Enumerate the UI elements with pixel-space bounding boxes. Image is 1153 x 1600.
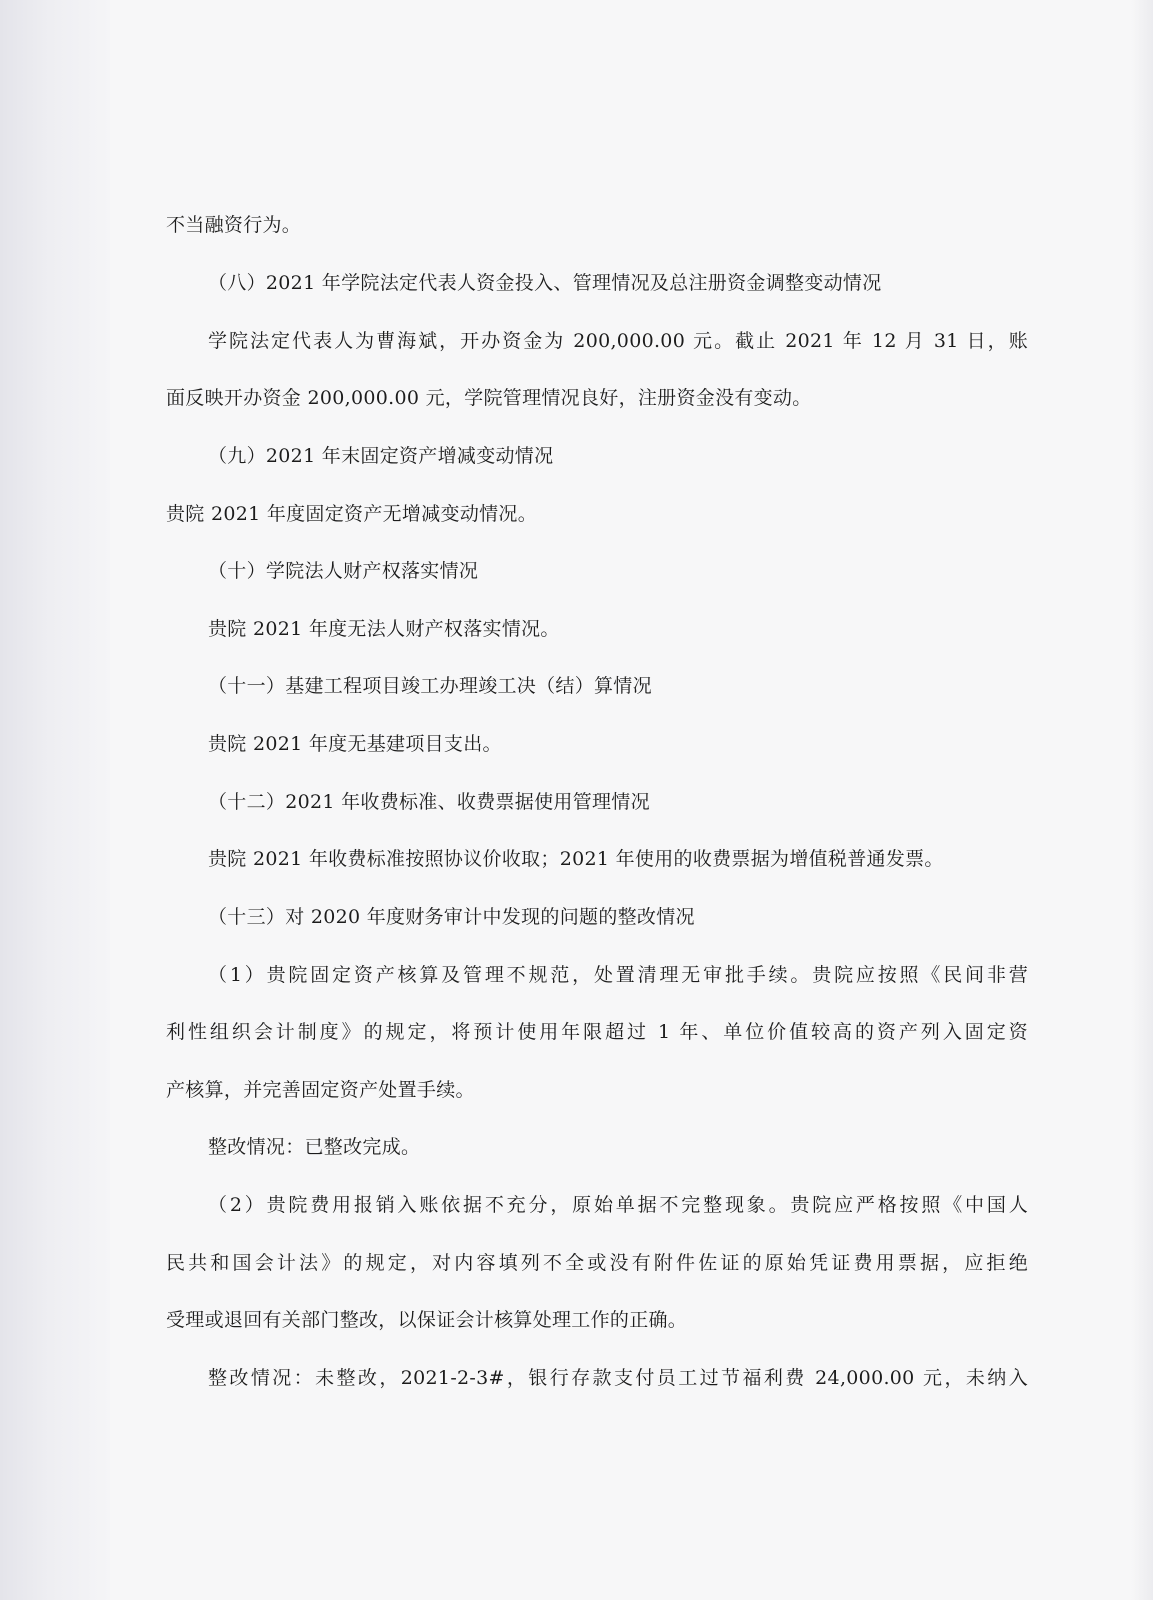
section-heading-10: （十）学院法人财产权落实情况 <box>208 560 479 582</box>
paragraph-line: （1）贵院固定资产核算及管理不规范，处置清理无审批手续。贵院应按照《民间非营 <box>208 964 1028 986</box>
paragraph-line: （2）贵院费用报销入账依据不充分，原始单据不完整现象。贵院应严格按照《中国人 <box>208 1194 1028 1216</box>
paragraph-line: 面反映开办资金 200,000.00 元，学院管理情况良好，注册资金没有变动。 <box>166 387 812 409</box>
page-edge <box>1131 0 1153 1600</box>
paragraph-line: 民共和国会计法》的规定，对内容填列不全或没有附件佐证的原始凭证费用票据，应拒绝 <box>166 1252 1028 1274</box>
paragraph-line: 产核算，并完善固定资产处置手续。 <box>166 1079 475 1101</box>
paragraph-line: 贵院 2021 年度无法人财产权落实情况。 <box>208 618 560 640</box>
section-heading-11: （十一）基建工程项目竣工办理竣工决（结）算情况 <box>208 675 652 697</box>
binding-shadow <box>0 0 110 1600</box>
section-heading-12: （十二）2021 年收费标准、收费票据使用管理情况 <box>208 791 650 813</box>
rectification-status: 整改情况：未整改，2021-2-3#，银行存款支付员工过节福利费 24,000.00 元，未纳入 <box>208 1367 1028 1389</box>
paragraph-line: 不当融资行为。 <box>166 214 302 236</box>
section-heading-9: （九）2021 年末固定资产增减变动情况 <box>208 445 554 467</box>
rectification-status: 整改情况：已整改完成。 <box>208 1136 421 1158</box>
paragraph-line: 贵院 2021 年度固定资产无增减变动情况。 <box>166 503 538 525</box>
paragraph-line: 学院法定代表人为曹海斌，开办资金为 200,000.00 元。截止 2021 年 12 月 31 日，账 <box>208 330 1028 352</box>
section-heading-13: （十三）对 2020 年度财务审计中发现的问题的整改情况 <box>208 906 695 928</box>
paragraph-line: 贵院 2021 年收费标准按照协议价收取；2021 年使用的收费票据为增值税普通发票。 <box>208 848 944 870</box>
section-heading-8: （八）2021 年学院法定代表人资金投入、管理情况及总注册资金调整变动情况 <box>208 272 882 294</box>
paragraph-line: 贵院 2021 年度无基建项目支出。 <box>208 733 502 755</box>
paragraph-line: 受理或退回有关部门整改，以保证会计核算处理工作的正确。 <box>166 1309 688 1331</box>
paragraph-line: 利性组织会计制度》的规定，将预计使用年限超过 1 年、单位价值较高的资产列入固定资 <box>166 1021 1028 1043</box>
